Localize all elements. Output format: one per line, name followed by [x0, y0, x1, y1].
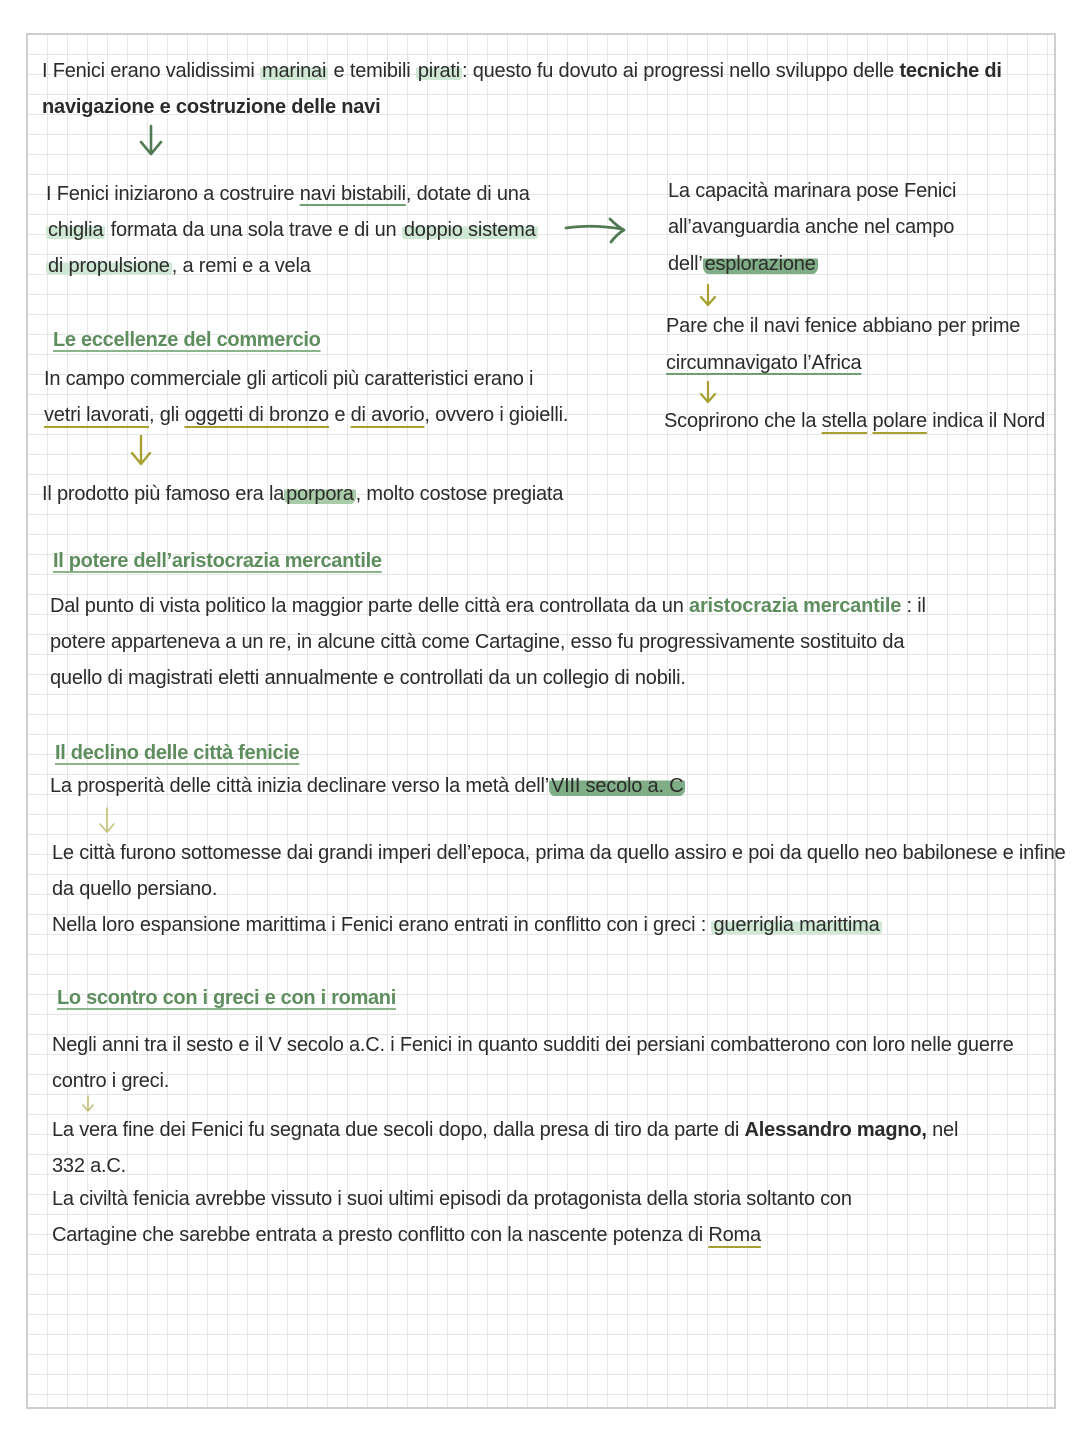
clash-line-5: La civiltà fenicia avrebbe vissuto i suoi ultimi episodi da protagonista della storia soltanto con: [52, 1188, 852, 1210]
heading-declino: Il declino delle città fenicie: [55, 742, 300, 764]
arrow-down-small-icon: [698, 283, 718, 309]
arrow-right-icon: [562, 216, 630, 246]
bold-tecniche: tecniche di: [899, 60, 1002, 82]
text-span: : il: [901, 595, 926, 617]
highlight-pirati: pirati: [417, 60, 460, 82]
text-span: Dal punto di vista politico la maggior parte delle città era controllata da un: [50, 595, 690, 617]
text-span: I Fenici erano validissimi: [42, 60, 261, 82]
decline-line-3: da quello persiano.: [52, 878, 218, 900]
text-span: La vera fine dei Fenici fu segnata due secoli dopo, dalla presa di tiro da parte di: [52, 1119, 745, 1141]
ships-line-2: [46, 212, 538, 249]
arrow-down-thin-icon: [96, 806, 118, 836]
text-span: , dotate di una: [405, 183, 530, 205]
clash-line-6: [52, 1217, 761, 1254]
ships-line-3: [46, 248, 311, 285]
intro-line-2: [42, 89, 380, 126]
exploration-line-4: Pare che il navi fenice abbiano per prime: [666, 315, 1021, 337]
aristocracy-line-3: quello di magistrati eletti annualmente e controllati da un collegio di nobili.: [50, 667, 686, 689]
underline-stella: stella: [821, 410, 868, 432]
highlight-chiglia: chiglia: [48, 219, 104, 241]
exploration-line-5: [666, 345, 861, 382]
clash-line-1: Negli anni tra il sesto e il V secolo a.C. i Fenici in quanto sudditi dei persiani combatterono con loro nelle guerre: [52, 1034, 1014, 1056]
commerce-line-3: [42, 476, 563, 513]
underline-roma: Roma: [708, 1224, 761, 1246]
decline-line-2: Le città furono sottomesse dai grandi imperi dell’epoca, prima da quello assiro e poi da quello neo babilonese e infine: [52, 842, 1066, 864]
heading-scontro: Lo scontro con i greci e con i romani: [57, 987, 396, 1009]
clash-line-2: contro i greci.: [52, 1070, 170, 1092]
text-span: nel: [926, 1119, 959, 1141]
arrow-down-small-icon: [80, 1094, 96, 1114]
arrow-down-icon: [138, 124, 164, 158]
highlight-doppio-sistema: doppio sistema: [403, 219, 536, 241]
text-span: Nella loro espansione marittima i Fenici erano entrati in conflitto con i greci :: [52, 914, 712, 936]
highlight-marinai: marinai: [262, 60, 327, 82]
arrow-down-icon: [129, 434, 153, 468]
text-span: formata da una sola trave e di un: [105, 219, 402, 241]
clash-line-3: [52, 1112, 958, 1149]
exploration-line-2: all’avanguardia anche nel campo: [668, 216, 955, 238]
text-span: , ovvero i gioielli.: [424, 404, 569, 426]
text-span: indica il Nord: [926, 410, 1046, 432]
text-span: , gli: [149, 404, 185, 426]
underline-polare: polare: [872, 410, 927, 432]
highlight-guerriglia: guerriglia marittima: [713, 914, 880, 936]
aristocracy-line-2: potere apparteneva a un re, in alcune città come Cartagine, esso fu progressivamente sostituito da: [50, 631, 905, 653]
bold-navigazione: navigazione e costruzione delle navi: [42, 96, 381, 118]
underline-circumnavigato: circumnavigato l’Africa: [666, 352, 862, 374]
text-span: , a remi e a vela: [171, 255, 311, 277]
highlight-esplorazione: esplorazione: [704, 253, 816, 275]
highlight-porpora: porpora: [286, 483, 354, 505]
heading-commercio: Le eccellenze del commercio: [53, 329, 321, 351]
underline-avorio: di avorio: [350, 404, 425, 426]
green-aristocrazia: aristocrazia mercantile: [689, 595, 902, 617]
text-span: e temibili: [328, 60, 416, 82]
ships-line-1: [46, 176, 530, 213]
text-span: Cartagine che sarebbe entrata a presto conflitto con la nascente potenza di: [52, 1224, 709, 1246]
underline-vetri: vetri lavorati: [44, 404, 150, 426]
exploration-line-3: [668, 246, 818, 283]
clash-line-4: 332 a.C.: [52, 1155, 127, 1177]
text-span: I Fenici iniziarono a costruire: [46, 183, 300, 205]
bold-alessandro: Alessandro magno,: [744, 1119, 927, 1141]
highlight-propulsione: di propulsione: [48, 255, 170, 277]
text-span: Scoprirono che la: [664, 410, 822, 432]
text-span: , molto costose pregiata: [355, 483, 564, 505]
highlight-viii-secolo: VIII secolo a. C: [550, 775, 684, 797]
exploration-line-6: [664, 403, 1045, 440]
text-span: Il prodotto più famoso era la: [42, 483, 285, 505]
text-span: La prosperità delle città inizia declinare verso la metà dell’: [50, 775, 549, 797]
underline-bronzo: oggetti di bronzo: [184, 404, 329, 426]
text-span: e: [328, 404, 351, 426]
aristocracy-line-1: [50, 588, 926, 625]
commerce-line-2: [44, 397, 568, 434]
heading-aristocrazia: Il potere dell’aristocrazia mercantile: [53, 550, 382, 572]
decline-line-4: [52, 907, 882, 944]
underline-navi-bistabili: navi bistabili: [299, 183, 406, 205]
text-span: dell’: [668, 253, 703, 275]
exploration-line-1: La capacità marinara pose Fenici: [668, 180, 957, 202]
text-span: : questo fu dovuto ai progressi nello sviluppo delle: [462, 60, 900, 82]
intro-line-1: [42, 53, 1002, 90]
decline-line-1: [50, 768, 685, 805]
commerce-line-1: In campo commerciale gli articoli più caratteristici erano i: [44, 368, 534, 390]
